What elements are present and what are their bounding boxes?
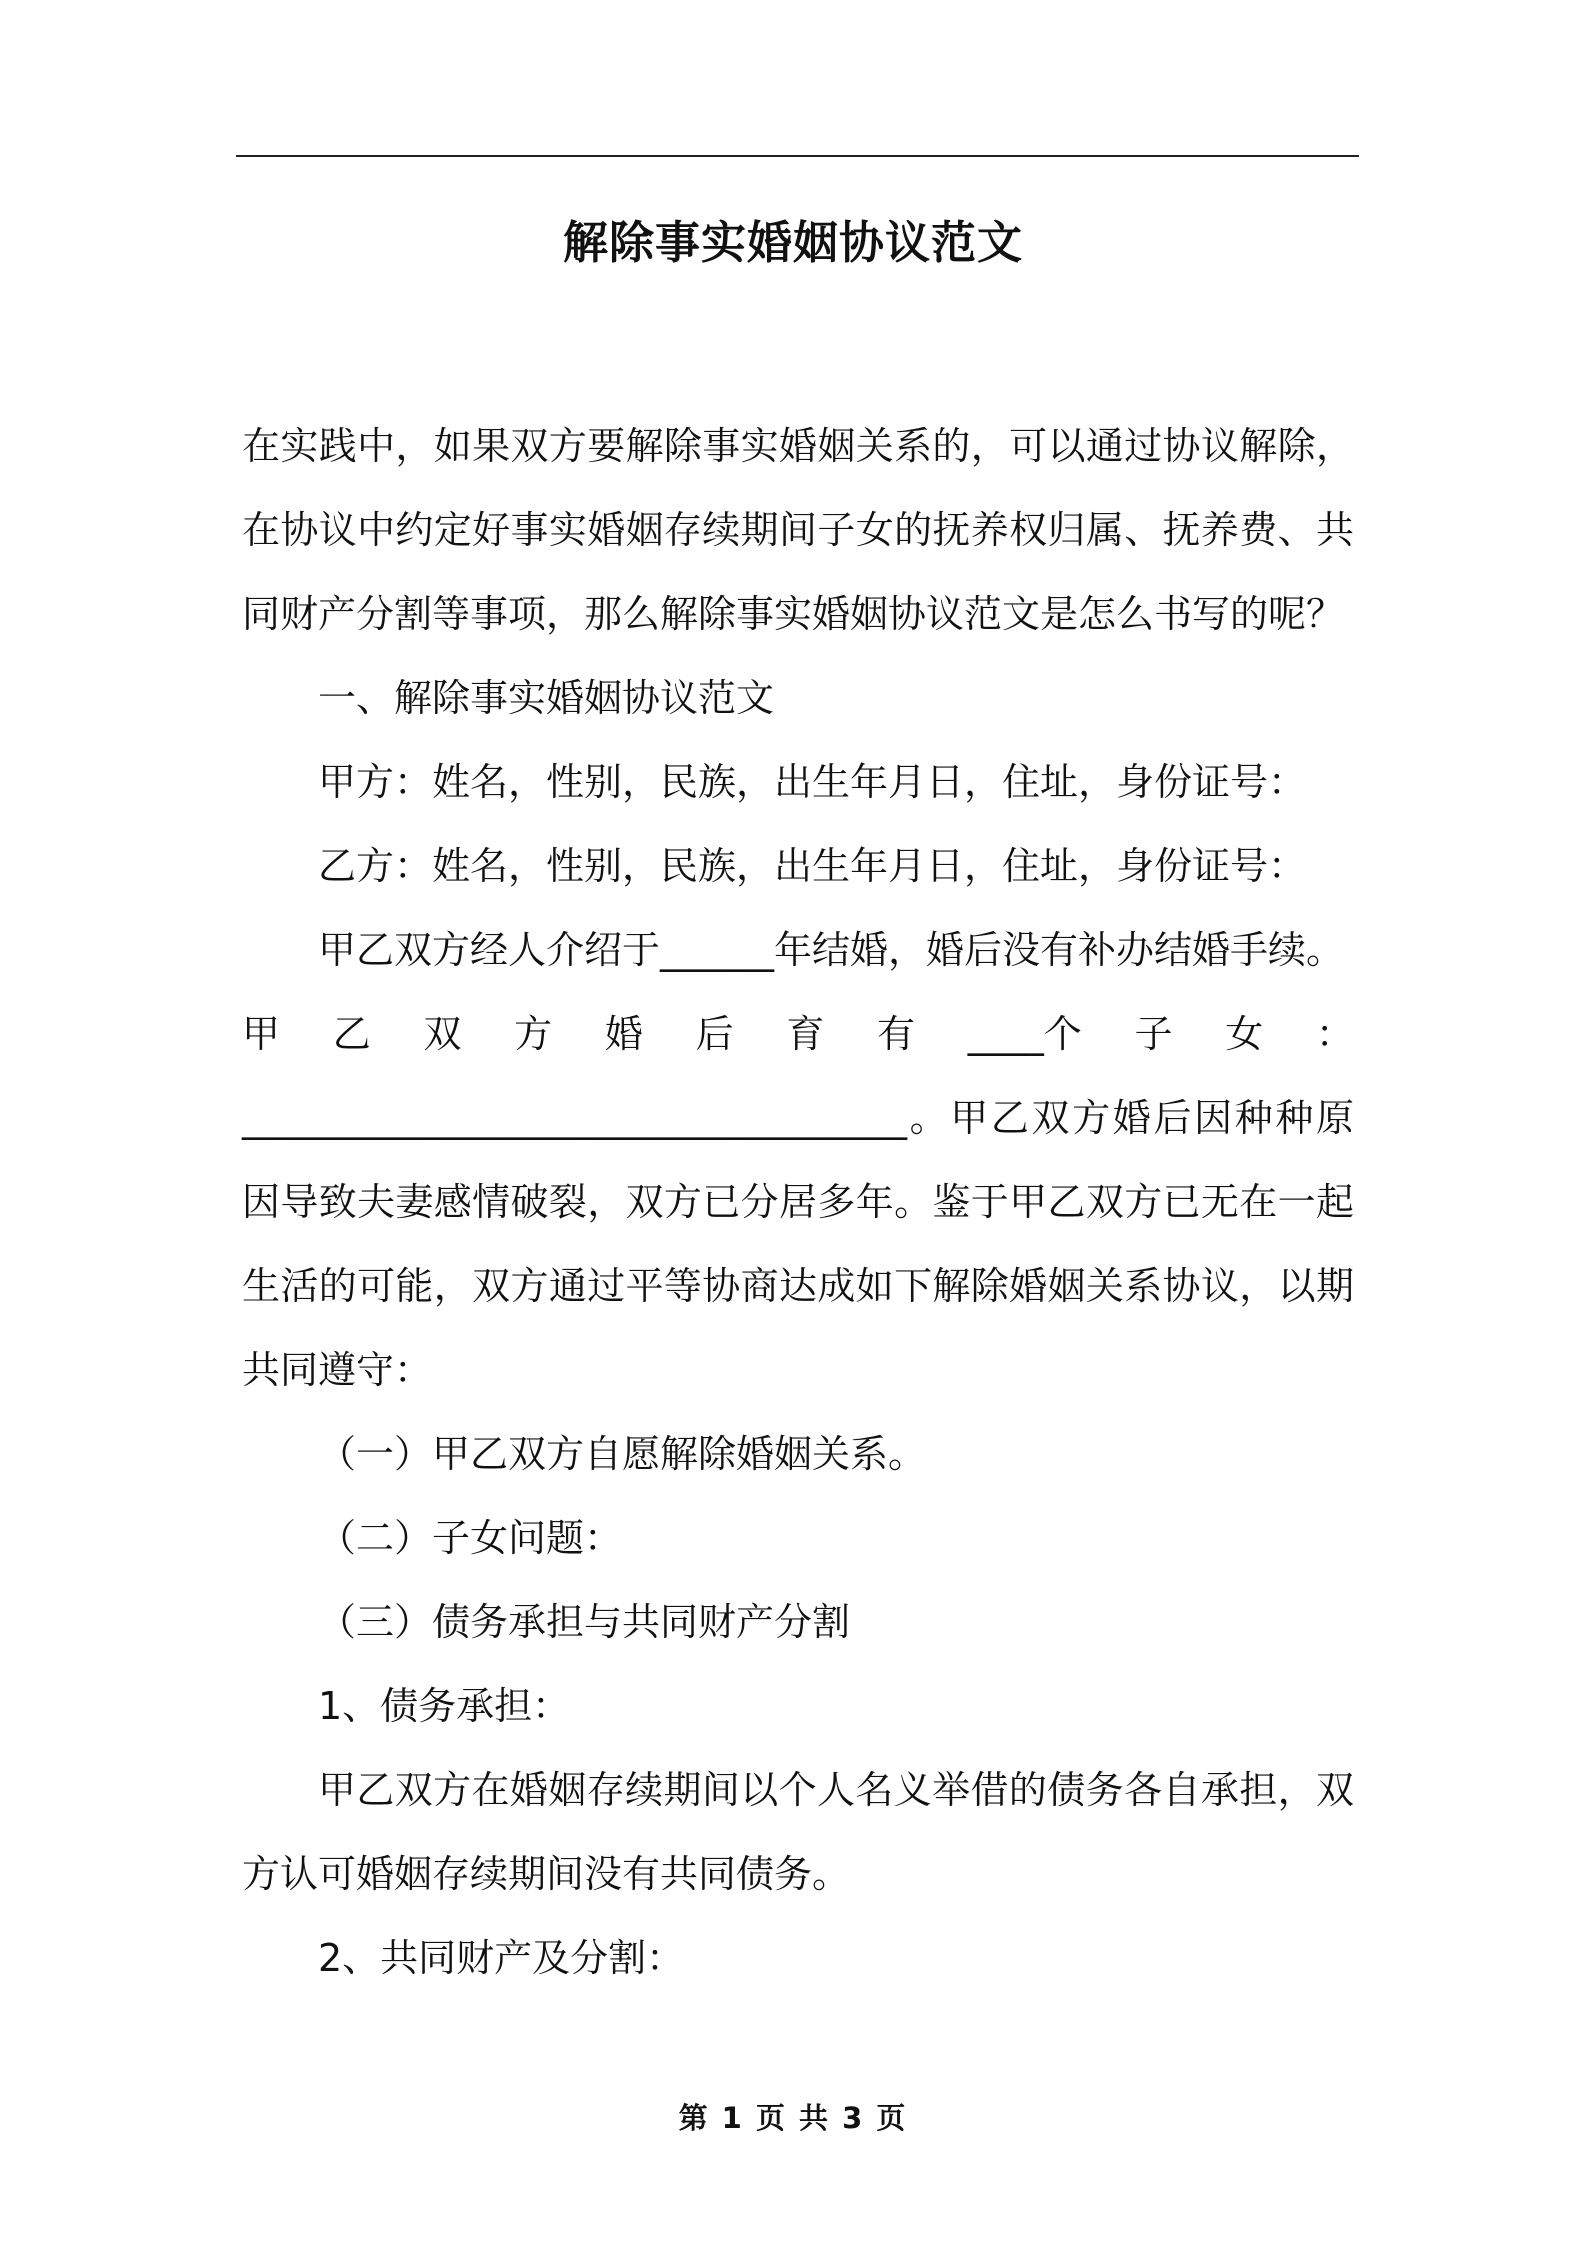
document-body	[242, 404, 1354, 2000]
document-title: 解除事实婚姻协议范文	[562, 216, 1023, 269]
clause-one: （一）甲乙双方自愿解除婚姻关系。	[318, 1432, 927, 1476]
children-line-char: 方	[514, 1012, 553, 1056]
children-line-char: 子	[1134, 1012, 1173, 1056]
party-b-line: 乙方：姓名，性别，民族，出生年月日，住址，身份证号：	[318, 844, 1307, 888]
clause-three: （三）债务承担与共同财产分割	[318, 1600, 851, 1644]
children-line	[242, 992, 1354, 1076]
section-heading: 一、解除事实婚姻协议范文	[318, 676, 775, 720]
children-line-char: 婚	[604, 1012, 643, 1056]
children-line-char: 双	[423, 1012, 462, 1056]
clause-two: （二）子女问题：	[318, 1516, 623, 1560]
page-number: 第 1 页 共 3 页	[678, 2101, 908, 2135]
children-line-char: 甲	[242, 1012, 281, 1056]
debt-heading: 1、债务承担：	[318, 1684, 571, 1728]
children-line-blank: ____个	[967, 1012, 1082, 1056]
children-line-char: 育	[786, 1012, 825, 1056]
debt-paragraph: 甲乙双方在婚姻存续期间以个人名义举借的债务各自承担，双方认可婚姻存续期间没有共同债务。	[242, 1768, 1354, 1896]
header-rule	[236, 155, 1359, 157]
children-line-char: 女	[1225, 1012, 1264, 1056]
reason-paragraph: ___________________________________。甲乙双方婚后因种种原因导致夫妻感情破裂，双方已分居多年。鉴于甲乙双方已无在一起生活的可能，双方通过平等协商达成如下解除婚姻关系协议，以期共同遵守：	[242, 1096, 1354, 1392]
party-a-line: 甲方：姓名，性别，民族，出生年月日，住址，身份证号：	[318, 760, 1307, 804]
children-line-char: 后	[695, 1012, 734, 1056]
children-line-char: ：	[1315, 1012, 1354, 1056]
children-line-char: 乙	[332, 1012, 371, 1056]
marriage-line: 甲乙双方经人介绍于______年结婚，婚后没有补办结婚手续。	[318, 928, 1345, 972]
children-line-char: 有	[877, 1012, 916, 1056]
intro-paragraph: 在实践中，如果双方要解除事实婚姻关系的，可以通过协议解除，在协议中约定好事实婚姻存续期间子女的抚养权归属、抚养费、共同财产分割等事项，那么解除事实婚姻协议范文是怎么书写的呢？	[242, 424, 1354, 636]
property-heading: 2、共同财产及分割：	[318, 1936, 685, 1980]
